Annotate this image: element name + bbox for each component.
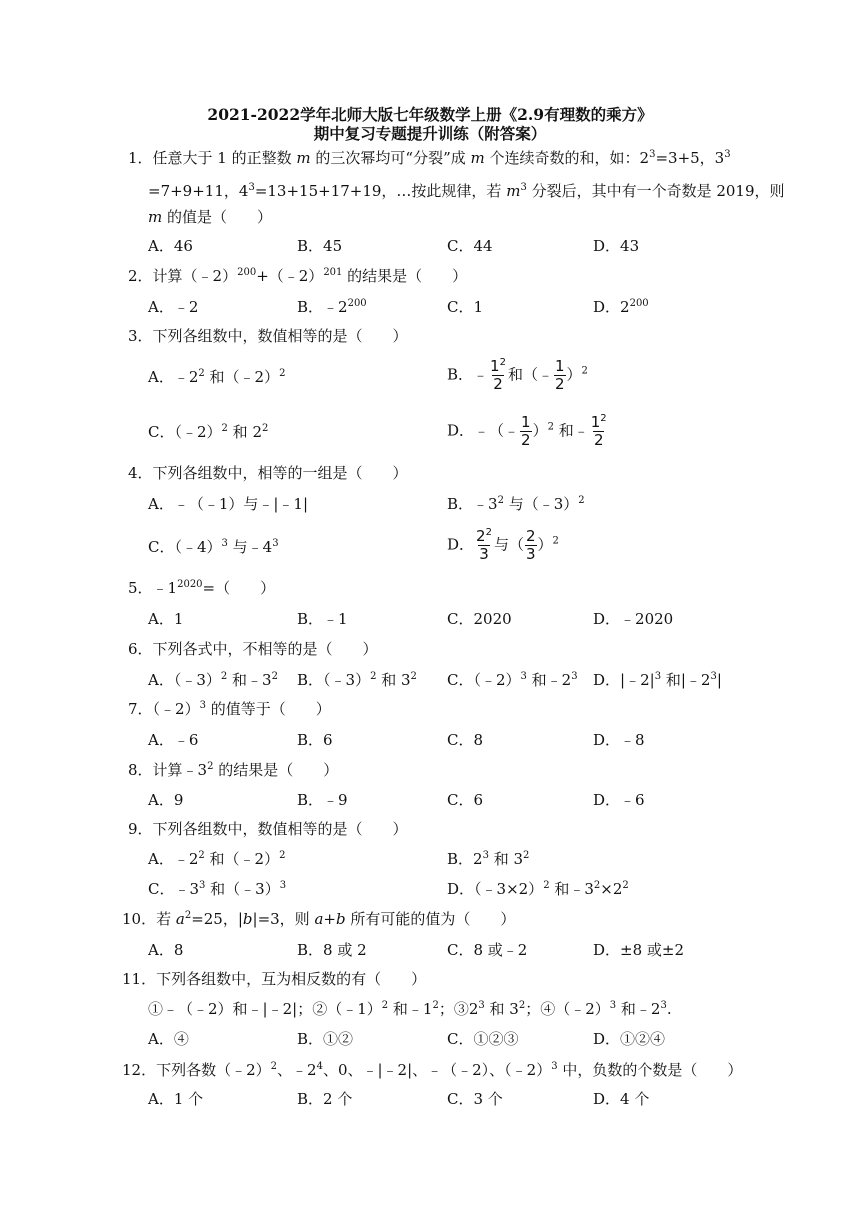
question-5-option-b[interactable]: B．﹣1 [297, 610, 348, 628]
question-12-option-b[interactable]: B．2 个 [297, 1090, 353, 1108]
question-6-stem: 6．下列各式中，不相等的是（ ） [128, 640, 378, 658]
question-4-option-d[interactable]: D． $\frac{2^2}{3}$ 与（ $\frac{2}{3}$ ）$^2$ [447, 527, 559, 563]
question-2-option-a[interactable]: A．﹣2 [148, 298, 199, 316]
question-12-stem: 12．下列各数（﹣2）$^2$、$﹣2^4$、0、﹣|﹣2|、﹣（﹣2）、（﹣2）$^3$ 中，负数的个数是（ ） [122, 1061, 743, 1079]
question-9-option-c[interactable]: C．$﹣3^3$ 和（﹣3）$^3$ [148, 880, 287, 898]
question-7-option-c[interactable]: C．8 [447, 731, 484, 749]
question-7-option-b[interactable]: B．6 [297, 731, 333, 749]
question-1-stem-line3: m 的值是（ ） [148, 208, 273, 226]
question-10-option-d[interactable]: D．±8 或±2 [593, 941, 685, 959]
question-4-option-b[interactable]: B．$﹣3^2$ 与（﹣3）$^2$ [447, 495, 585, 513]
question-4-option-c[interactable]: C．（﹣4）$^3$ 与$﹣4^3$ [148, 538, 279, 556]
question-11-option-d[interactable]: D．①②④ [593, 1030, 666, 1048]
question-10-option-a[interactable]: A．8 [148, 941, 184, 959]
question-8-option-a[interactable]: A．9 [148, 791, 184, 809]
question-9-option-a[interactable]: A．$﹣2^2$ 和（﹣2）$^2$ [148, 850, 286, 868]
question-6-option-c[interactable]: C．（﹣2）$^3$ 和$﹣2^3$ [447, 671, 578, 689]
question-3-option-d[interactable]: D．﹣（﹣ $\frac{1}{2}$ ）$^2$ 和﹣ $\frac{1^2}{2}$ [447, 413, 607, 449]
question-6-option-a[interactable]: A．（﹣3）$^2$ 和$﹣3^2$ [148, 671, 278, 689]
question-12-option-a[interactable]: A．1 个 [148, 1090, 204, 1108]
question-1-option-a[interactable]: A．46 [148, 237, 193, 255]
question-2-stem: 2．计算（﹣2）$^{200}$+（﹣2）$^{201}$ 的结果是（ ） [128, 267, 468, 285]
question-9-option-d[interactable]: D．（﹣3×2）$^2$ 和$﹣3^2\times 2^2$ [447, 880, 629, 898]
question-8-option-c[interactable]: C．6 [447, 791, 484, 809]
question-7-stem: 7．（﹣2）$^3$ 的值等于（ ） [128, 700, 331, 718]
question-8-option-d[interactable]: D．﹣6 [593, 791, 645, 809]
question-1-option-b[interactable]: B．45 [297, 237, 343, 255]
document-title-line2: 期中复习专题提升训练（附答案） [313, 124, 547, 143]
question-3-stem: 3．下列各组数中，数值相等的是（ ） [128, 327, 408, 345]
question-8-option-b[interactable]: B．﹣9 [297, 791, 348, 809]
question-6-option-b[interactable]: B．（﹣3）$^2$ 和 $3^2$ [297, 671, 417, 689]
question-1-stem-line1: 1．任意大于 1 的正整数 m 的三次幂均可“分裂”成 m 个连续奇数的和，如：$2^3=3+5$，$3^3$ [128, 149, 731, 167]
question-4-stem: 4．下列各组数中，相等的一组是（ ） [128, 464, 408, 482]
question-2-option-c[interactable]: C．1 [447, 298, 484, 316]
question-12-option-c[interactable]: C．3 个 [447, 1090, 503, 1108]
question-1-stem-line2: =7+9+11，$4^3=13+15+17+19$，…按此规律，若 $m^3$ 分裂后，其中有一个奇数是 2019，则 [148, 182, 785, 200]
question-3-option-a[interactable]: A．$﹣2^2$ 和（﹣2）$^2$ [148, 368, 286, 386]
question-10-stem: 10．若 $a^2=25$，|b|=3，则 a+b 所有可能的值为（ ） [122, 910, 516, 928]
question-11-option-b[interactable]: B．①② [297, 1030, 354, 1048]
question-10-option-b[interactable]: B．8 或 2 [297, 941, 367, 959]
question-11-stem: 11．下列各组数中，互为相反数的有（ ） [122, 970, 427, 988]
question-2-option-b[interactable]: B．$﹣2^{200}$ [297, 298, 367, 316]
question-1-option-c[interactable]: C．44 [447, 237, 493, 255]
question-11-option-c[interactable]: C．①②③ [447, 1030, 519, 1048]
question-7-option-d[interactable]: D．﹣8 [593, 731, 645, 749]
question-10-option-c[interactable]: C．8 或﹣2 [447, 941, 528, 959]
question-5-option-c[interactable]: C．2020 [447, 610, 512, 628]
question-11-option-a[interactable]: A．④ [148, 1030, 189, 1048]
question-4-option-a[interactable]: A．﹣（﹣1）与﹣|﹣1| [148, 495, 309, 513]
question-8-stem: 8．计算$﹣3^2$ 的结果是（ ） [128, 761, 339, 779]
question-9-option-b[interactable]: B．$2^3$ 和 $3^2$ [447, 850, 530, 868]
question-5-stem: 5．$﹣1^{2020}=$（ ） [128, 579, 276, 597]
question-2-option-d[interactable]: D．$2^{200}$ [593, 298, 649, 316]
question-5-option-a[interactable]: A．1 [148, 610, 184, 628]
question-7-option-a[interactable]: A．﹣6 [148, 731, 199, 749]
question-3-option-b[interactable]: B．﹣ $\frac{1^2}{2}$ 和（﹣ $\frac{1}{2}$ ）$^2$ [447, 357, 588, 393]
question-5-option-d[interactable]: D．﹣2020 [593, 610, 674, 628]
question-3-option-c[interactable]: C．（﹣2）$^2$ 和 $2^2$ [148, 423, 269, 441]
question-11-statements: ①﹣（﹣2）和﹣|﹣2|；②（﹣1）$^2$ 和$﹣1^2$；$③2^3$ 和 $3^2$；④（﹣2）$^3$ 和$﹣2^3$. [148, 1000, 672, 1018]
document-title-line1: 2021-2022学年北师大版七年级数学上册《2.9有理数的乘方》 [207, 105, 653, 124]
question-6-option-d[interactable]: D．$|﹣2|^3$ 和$|﹣2^3|$ [593, 671, 722, 689]
question-1-option-d[interactable]: D．43 [593, 237, 640, 255]
question-9-stem: 9．下列各组数中，数值相等的是（ ） [128, 820, 408, 838]
question-12-option-d[interactable]: D．4 个 [593, 1090, 650, 1108]
